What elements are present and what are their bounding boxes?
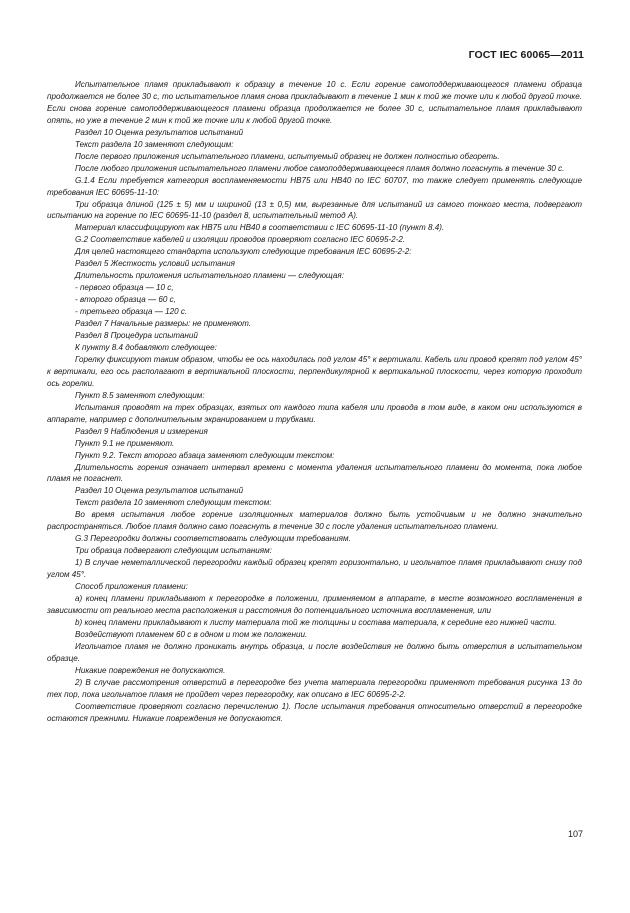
paragraph: 1) В случае неметаллической перегородки каждый образец крепят горизонтально, и игольчатое пламя прикладывают снизу под углом 45°. [47,558,582,580]
paragraph: Три образца длиной (125 ± 5) мм и шириной (13 ± 0,5) мм, вырезанные для испытаний из самого тонкого места, подвергают испытанию на горение по IEC 60695-11-10 (раздел 8, испытательный метод А). [47,199,582,221]
paragraph: Никакие повреждения не допускаются. [75,665,226,675]
paragraph: Раздел 10 Оценка результатов испытаний [75,486,244,496]
paragraph: b) конец пламени прикладывают к листу материала той же толщины и состава материала, к середине его нижней части. [75,617,557,627]
paragraph: - второго образца — 60 с, [75,295,176,305]
paragraph: Материал классифицируют как HB75 или HB40 в соответствии с IEC 60695-11-10 (пункт 8.4). [75,223,445,233]
paragraph: Соответствие проверяют согласно перечислению 1). После испытания требования относительно отверстий в перегородке остаются прежними. Никакие повреждения не допускаются. [47,701,582,723]
paragraph: К пункту 8.4 добавляют следующее: [75,342,217,352]
paragraph: Воздействуют пламенем 60 с в одном и том же положении. [75,629,308,639]
paragraph: Длительность горения означает интервал времени с момента удаления испытательного пламени до момента, пока любое пламя не погаснет. [47,462,582,484]
paragraph: Пункт 8.5 заменяют следующим: [75,390,205,400]
paragraph: G.1.4 Если требуется категория воспламеняемости HB75 или HB40 по IEC 60707, то также следует применять следующие требования IEC 60695-11-10: [47,175,582,197]
document-body [47,79,582,724]
paragraph: Для целей настоящего стандарта используют следующие требования IEC 60695-2-2: [75,247,412,257]
standard-header: ГОСТ IEC 60065—2011 [468,49,584,61]
page-number: 107 [567,829,583,839]
paragraph: Пункт 9.1 не применяют. [75,438,175,448]
paragraph: G.3 Перегородки должны соответствовать следующим требованиям. [75,534,351,544]
paragraph: Во время испытания любое горение изоляционных материалов должно быть устойчивым и не должно значительно распространяться. Любое пламя должно само погаснуть в течение 30 с после удаления испытательного пламени. [47,510,582,532]
paragraph: Раздел 8 Процедура испытаний [75,331,198,341]
paragraph: Текст раздела 10 заменяют следующим: [75,139,234,149]
paragraph: - третьего образца — 120 с. [75,307,188,317]
paragraph: Длительность приложения испытательного пламени — следующая: [75,271,344,281]
paragraph: 2) В случае рассмотрения отверстий в перегородке без учета материала перегородки применяют требования рисунка 13 до тех пор, пока игольчатое пламя не пройдет через перегородку, как описано в IEC 60695-2-2. [47,677,582,699]
paragraph: После первого приложения испытательного пламени, испытуемый образец не должен полностью обгореть. [75,151,500,161]
paragraph: Раздел 10 Оценка результатов испытаний [75,127,244,137]
paragraph: Текст раздела 10 заменяют следующим текстом: [75,498,272,508]
paragraph: G.2 Соответствие кабелей и изоляции проводов проверяют согласно IEC 60695-2-2. [75,235,406,245]
paragraph: Способ приложения пламени: [75,582,188,592]
paragraph: После любого приложения испытательного пламени любое самоподдерживающееся пламя должно погаснуть в течение 30 с. [75,163,565,173]
paragraph: Раздел 9 Наблюдения и измерения [75,426,208,436]
paragraph: Раздел 5 Жесткость условий испытания [75,259,235,269]
paragraph: Горелку фиксируют таким образом, чтобы ее ось находилась под углом 45° к вертикали. Кабель или провод крепят под углом 45° к вертикали, его ось располагают в вертикальной плоскости, перпендикулярной к вертикальной плоскости, через которую проходит ось горелки. [47,354,582,388]
paragraph: Игольчатое пламя не должно проникать внутрь образца, и после воздействия не должно быть отверстия в испытательном образце. [47,641,582,663]
paragraph: Испытательное пламя прикладывают к образцу в течение 10 с. Если горение самоподдерживающегося пламени образца продолжается не более 30 с, то испытательное пламя снова прикладывают в течение 1 мин к той же точке или к любой другой точке. Если снова горение самоподдерживающегося пламени образца продолжается не более 30 с, испытательное пламя прикладывают опять, но уже в течение 2 мин к той же точке или к любой другой точке. [47,80,582,125]
paragraph: Раздел 7 Начальные размеры: не применяют. [75,319,252,329]
paragraph: Пункт 9.2. Текст второго абзаца заменяют следующим текстом: [75,450,335,460]
paragraph: Три образца подвергают следующим испытаниям: [75,546,272,556]
paragraph: - первого образца — 10 с, [75,283,174,293]
paragraph: а) конец пламени прикладывают к перегородке в положении, применяемом в аппарате, в месте возможного воспламенения в зависимости от реального места расположения и расстояния до потенциального источника воспламенения, или [47,593,582,615]
paragraph: Испытания проводят на трех образцах, взятых от каждого типа кабеля или провода в том виде, в каком они используются в аппарате, например с дополнительным экранированием и трубками. [47,402,582,424]
